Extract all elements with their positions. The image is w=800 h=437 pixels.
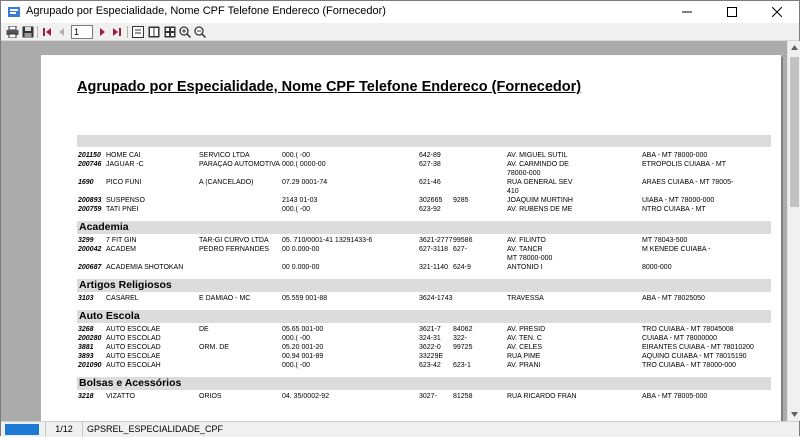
zoom-in-icon [179,26,191,38]
group-header: Academia [77,221,771,234]
table-row [77,246,777,255]
cell-end: AV. RUBENS DE ME [507,206,573,213]
multi-page-icon [164,26,176,38]
cell-code: 200746 [78,161,102,168]
cell-cid: UIABA - MT 78000-000 [642,197,715,204]
cell-razao: A (CANCELADO) [199,179,254,186]
cell-tel: 3622-0 [419,344,441,351]
cell-cid: MT 78043-500 [642,237,688,244]
cell-code: 200893 [78,197,102,204]
save-button[interactable] [21,25,35,39]
cell-tel: 33229E [419,353,444,360]
cell-razao: ORIOS [199,393,222,400]
cell-code: 1690 [78,179,94,186]
cell-cpf: 000.( -00 [282,206,311,213]
group-header: Auto Escola [77,310,771,323]
cell-end: TRAVESSA [507,295,544,302]
cell-cid: ABA - MT 78000-000 [642,152,708,159]
report-page [41,55,781,421]
cell-tel: 623-92 [419,206,441,213]
cell-code: 200759 [78,206,102,213]
cell-cid: ABA - MT 78025050 [642,295,705,302]
cell-name: ACADEMIA SHOTOKAN [106,264,184,271]
cell-name: 7 FIT GIN [106,237,137,244]
table-row [77,197,777,206]
cell-end: RUA GENERAL SEV [507,179,573,186]
cell-cid: TRO CUIABA - MT 78000-000 [642,362,737,369]
cell-code: 200687 [78,264,102,271]
table-row [77,362,777,371]
printer-icon [6,26,19,38]
cell-code: 3881 [78,344,94,351]
table-row [77,152,777,161]
table-row [77,353,777,362]
cell-code: 201150 [78,152,101,159]
cell-name: ACADEM [106,246,136,253]
cell-tel: 642-89 [419,152,441,159]
cell-tel: 623-42 [419,362,441,369]
table-row [77,295,777,304]
cell-cpf: 05. 710/0001-41 13291433-6 [282,237,372,244]
cell-cpf: 000.( -00 [282,362,311,369]
table-row [77,326,777,335]
cell-name: SUSPENSO [106,197,145,204]
cell-cpf: 00 0.000-00 [282,264,320,271]
cell-cid: ABA - MT 78005-000 [642,393,708,400]
cell-razao: TAR-GI CURVO LTDA [199,237,269,244]
cell-tel: 3624-1743 [419,295,453,302]
cell-cpf: 000.( -00 [282,335,311,342]
two-pages-icon [148,26,160,38]
last-page-button[interactable] [110,25,124,39]
single-page-button[interactable] [131,25,145,39]
cell-name: JAGUAR -C [106,161,144,168]
cell-end-continuation: MT 78000-000 [507,255,553,262]
scrollbar-thumb[interactable] [790,57,799,207]
cell-code: 201090 [78,362,102,369]
cell-cpf: 000.( 0000-00 [282,161,326,168]
cell-name: AUTO ESCOLAD [106,344,161,351]
cell-name: TATI PNEI [106,206,139,213]
table-row [77,237,777,246]
cell-end: AV. CARMINDO DE [507,161,569,168]
cell-cel: 322- [453,335,468,342]
cell-cid: TRO CUIABA - MT 78045008 [642,326,734,333]
cell-cid: CUIABA - MT 78000000 [642,335,717,342]
title-bar [1,1,799,23]
maximize-icon [727,7,737,17]
cell-razao: PARAÇÃO AUTOMOTIVA [199,161,280,168]
first-page-button[interactable] [40,25,54,39]
table-row [77,206,777,215]
table-row [77,335,777,344]
prev-page-icon [57,27,67,37]
cell-cid: 8000-000 [642,264,672,271]
cell-name: PICO FUNI [106,179,142,186]
cell-name: VIZATTO [106,393,135,400]
cell-end-continuation: 78000-000 [507,170,541,177]
cell-cel: 99586 [453,237,473,244]
cell-end: RUA PIME [507,353,541,360]
table-row [77,264,777,273]
close-button[interactable] [754,1,799,23]
print-button[interactable] [5,25,19,39]
cell-cpf: 000.( -00 [282,152,311,159]
cell-end-continuation: 410 [507,188,519,195]
next-page-icon [97,27,107,37]
cell-cpf: 00.94 001-89 [282,353,324,360]
cell-cel: 623-1 [453,362,471,369]
cell-name: AUTO ESCOLAH [106,362,161,369]
cell-tel: 321-1140 [419,264,449,271]
cell-cid: AQUINO CUIABA - MT 78015190 [642,353,747,360]
cell-razao: PEDRO FERNANDES [199,246,270,253]
cell-tel: 627-3118 [419,246,449,253]
cell-cel: 624-9 [453,264,471,271]
single-page-icon [132,26,144,38]
chevron-up-icon [791,45,798,50]
scroll-down-button[interactable] [788,408,800,421]
chevron-down-icon [791,412,798,417]
column-header-band [77,135,771,147]
cell-end: AV. PRESID [507,326,546,333]
cell-end: AV. CELES [507,344,543,351]
window-title: Agrupado por Especialidade, Nome CPF Telefone Endereco (Fornecedor) [26,5,386,17]
cell-end: AV. TEN. C [507,335,542,342]
cell-code: 200280 [78,335,102,342]
cell-cid: NTRO CUIABA - MT [642,206,706,213]
cell-cpf: 05.559 001-88 [282,295,328,302]
cell-end: RUA RICARDO FRAN [507,393,577,400]
cell-cpf: 2143 01-03 [282,197,318,204]
status-page-info: 1/12 [45,422,83,437]
minimize-button[interactable] [664,1,709,23]
multi-page-button[interactable] [163,25,177,39]
cell-end: AV. PRANI [507,362,541,369]
cell-tel: 621-46 [419,179,441,186]
cell-name: CASAREL [106,295,139,302]
cell-tel: 3621-2777 [419,237,453,244]
table-row [77,393,777,402]
first-page-icon [42,27,52,37]
cell-cel: 99725 [453,344,473,351]
vertical-scrollbar[interactable] [787,41,800,421]
cell-end: AV. MIGUEL SUTIL [507,152,568,159]
cell-cpf: 05.20 001-20 [282,344,324,351]
save-icon [22,26,34,38]
cell-cid: ETROPOLIS CUIABA - MT [642,161,727,168]
cell-tel: 3027- [419,393,437,400]
cell-name: AUTO ESCOLAD [106,335,161,342]
cell-name: HOME CAI [106,152,141,159]
cell-code: 3268 [78,326,94,333]
cell-cpf: 07.29 0001-74 [282,179,328,186]
cell-end: ANTONIO I [507,264,543,271]
cell-cid: ARAES CUIABA - MT 78005- [642,179,734,186]
minimize-icon [682,7,692,17]
cell-cpf: 00 0.000-00 [282,246,320,253]
table-row [77,179,777,188]
cell-code: 200042 [78,246,102,253]
cell-razao: E DAMIÃO - MC [199,295,251,302]
cell-name: AUTO ESCOLAE [106,326,161,333]
cell-end: AV. FILINTO [507,237,546,244]
cell-cpf: 04. 35/0002-92 [282,393,330,400]
cell-tel: 627-38 [419,161,441,168]
cell-razao: DE [199,326,209,333]
zoom-in-button[interactable] [178,25,192,39]
cell-tel: 302665 [419,197,443,204]
close-icon [772,7,782,17]
last-page-icon [112,27,122,37]
prev-page-button[interactable] [55,25,69,39]
cell-cpf: 05.65 001-00 [282,326,324,333]
status-report-name: GPSREL_ESPECIALIDADE_CPF [87,424,224,434]
cell-cel: 81258 [453,393,473,400]
cell-name: AUTO ESCOLAE [106,353,161,360]
zoom-out-button[interactable] [193,25,207,39]
cell-razao: SERVICO LTDA [199,152,250,159]
cell-tel: 324-31 [419,335,441,342]
app-icon [7,5,21,19]
page-number-input[interactable] [71,25,93,39]
table-row [77,161,777,170]
zoom-out-icon [194,26,206,38]
progress-bar [5,424,39,435]
cell-code: 3893 [78,353,94,360]
cell-code: 3299 [78,237,94,244]
cell-cel: 9285 [453,197,469,204]
two-pages-button[interactable] [147,25,161,39]
cell-cel: 84062 [453,326,473,333]
group-header: Bolsas e Acessórios [77,377,771,390]
table-row [77,344,777,353]
cell-cid: EIRANTES CUIABA - MT 78010200 [642,344,754,351]
maximize-button[interactable] [709,1,754,23]
report-title: Agrupado por Especialidade, Nome CPF Telefone Endereco (Fornecedor) [77,79,582,95]
cell-end: AV. TANCR [507,246,543,253]
cell-code: 3103 [78,295,94,302]
preview-toolbar [1,23,799,41]
preview-viewport[interactable] [1,41,787,421]
cell-code: 3218 [78,393,94,400]
cell-tel: 3621-7 [419,326,441,333]
cell-end: JOAQUIM MURTINH [507,197,573,204]
group-header: Artigos Religiosos [77,279,771,292]
cell-razao: ORM. DE [199,344,229,351]
cell-cid: M KENEDE CUIABA - [642,246,711,253]
scroll-up-button[interactable] [788,41,800,54]
status-bar [1,421,799,436]
next-page-button[interactable] [95,25,109,39]
cell-cel: 627- [453,246,468,253]
